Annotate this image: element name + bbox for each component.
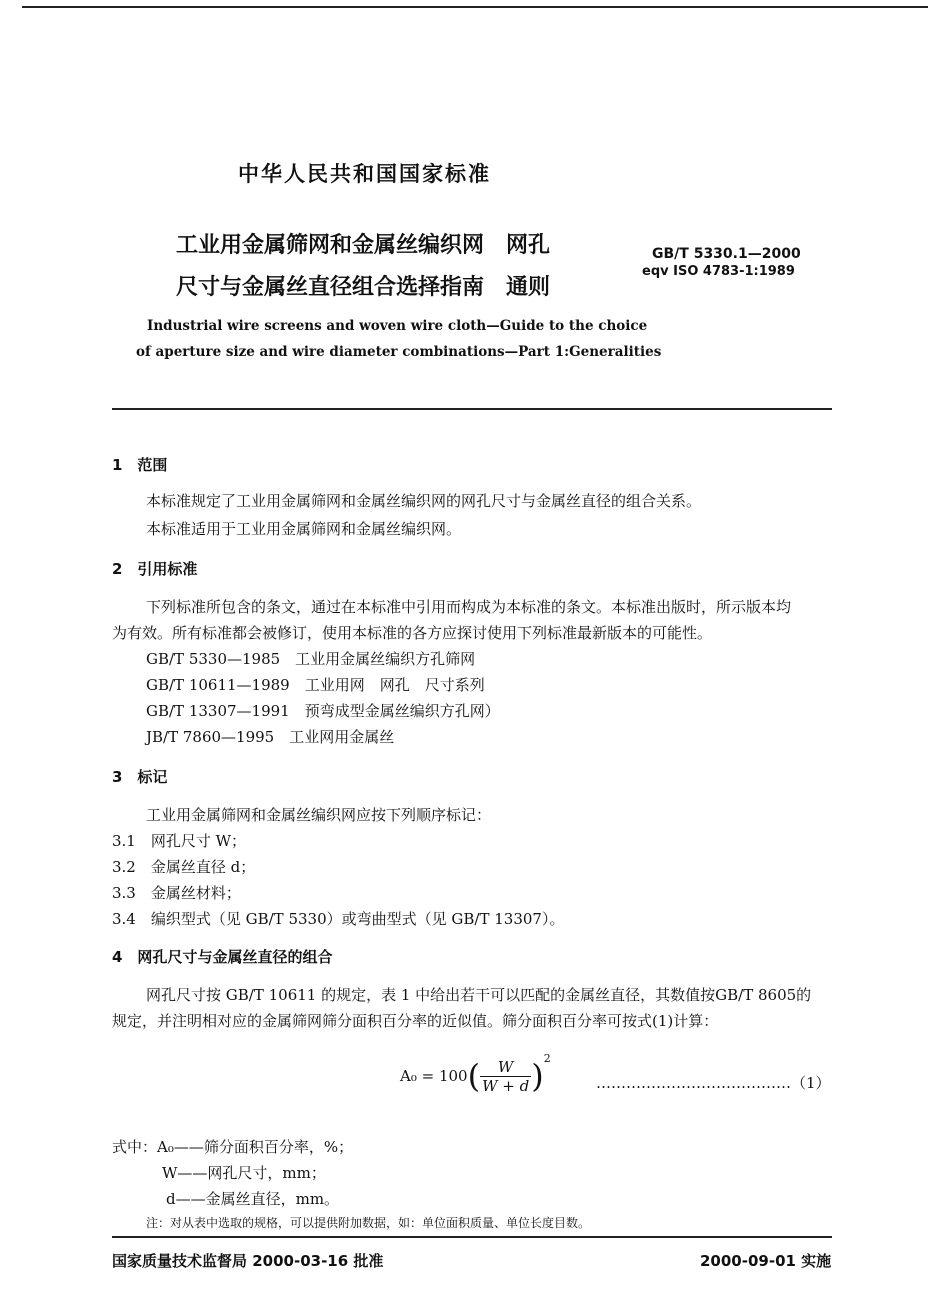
title-en-line1: Industrial wire screens and woven wire cloth—Guide to the choice	[147, 318, 648, 334]
reference-standard: GB/T 5330—1985 工业用金属丝编织方孔筛网	[146, 650, 476, 668]
section-3-intro: 工业用金属筛网和金属丝编织网应按下列顺序标记：	[146, 806, 492, 824]
formula-1: A₀ = 100( $\frac{W}{W + d}$ )$^2$	[400, 1052, 551, 1095]
top-border-line	[22, 6, 928, 8]
formula-denominator: W + d	[482, 1076, 530, 1095]
formula-exponent: 2	[543, 1052, 551, 1065]
section-4-para-line2: 规定，并注明相对应的金属筛网筛分面积百分率的近似值。筛分面积百分率可按式(1)计算：	[112, 1012, 719, 1030]
variable-definition: d——金属丝直径，mm。	[166, 1190, 340, 1208]
formula-number: …………………………………（1）	[596, 1074, 831, 1092]
title-cn-line2: 尺寸与金属丝直径组合选择指南 通则	[176, 275, 551, 300]
marking-item: 3.4 编织型式（见 GB/T 5330）或弯曲型式（见 GB/T 13307）。	[112, 910, 565, 928]
reference-standard: JB/T 7860—1995 工业网用金属丝	[146, 728, 395, 746]
variable-definition: 式中：A₀——筛分面积百分率，%；	[112, 1138, 354, 1156]
marking-item: 3.1 网孔尺寸 W；	[112, 832, 247, 850]
footer-rule	[112, 1236, 832, 1238]
footnote: 注：对从表中选取的规格，可以提供附加数据，如：单位面积质量、单位长度目数。	[146, 1216, 591, 1230]
marking-item: 3.3 金属丝材料；	[112, 884, 241, 902]
marking-item: 3.2 金属丝直径 d；	[112, 858, 256, 876]
variable-definition: W——网孔尺寸，mm；	[162, 1164, 326, 1182]
standard-equivalence: eqv ISO 4783-1:1989	[642, 264, 795, 279]
standard-org-title: 中华人民共和国国家标准	[238, 162, 491, 186]
title-cn-line1: 工业用金属筛网和金属丝编织网 网孔	[176, 233, 551, 258]
section-4-heading: 4 网孔尺寸与金属丝直径的组合	[112, 948, 333, 966]
section-2-heading: 2 引用标准	[112, 560, 198, 578]
header-rule	[112, 408, 832, 410]
standard-code: GB/T 5330.1—2000	[652, 246, 801, 262]
section-1-para-2: 本标准适用于工业用金属筛网和金属丝编织网。	[146, 520, 462, 538]
approval-date: 国家质量技术监督局 2000-03-16 批准	[112, 1252, 384, 1270]
implementation-date: 2000-09-01 实施	[700, 1252, 832, 1270]
reference-standard: GB/T 10611—1989 工业用网 网孔 尺寸系列	[146, 676, 485, 694]
section-2-para-line2: 为有效。所有标准都会被修订，使用本标准的各方应探讨使用下列标准最新版本的可能性。	[112, 624, 713, 642]
section-4-para-line1: 网孔尺寸按 GB/T 10611 的规定，表 1 中给出若干可以匹配的金属丝直径，其数值按GB/T 8605的	[146, 986, 812, 1004]
title-en-line2: of aperture size and wire diameter combinations—Part 1:Generalities	[136, 344, 662, 360]
formula-lhs: A₀ = 100	[400, 1067, 468, 1085]
section-1-heading: 1 范围	[112, 456, 168, 474]
section-2-para-line1: 下列标准所包含的条文，通过在本标准中引用而构成为本标准的条文。本标准出版时，所示版本均	[146, 598, 792, 616]
section-1-para-1: 本标准规定了工业用金属筛网和金属丝编织网的网孔尺寸与金属丝直径的组合关系。	[146, 492, 702, 510]
formula-numerator: W	[480, 1058, 531, 1077]
section-3-heading: 3 标记	[112, 768, 168, 786]
reference-standard: GB/T 13307—1991 预弯成型金属丝编织方孔网）	[146, 702, 500, 720]
